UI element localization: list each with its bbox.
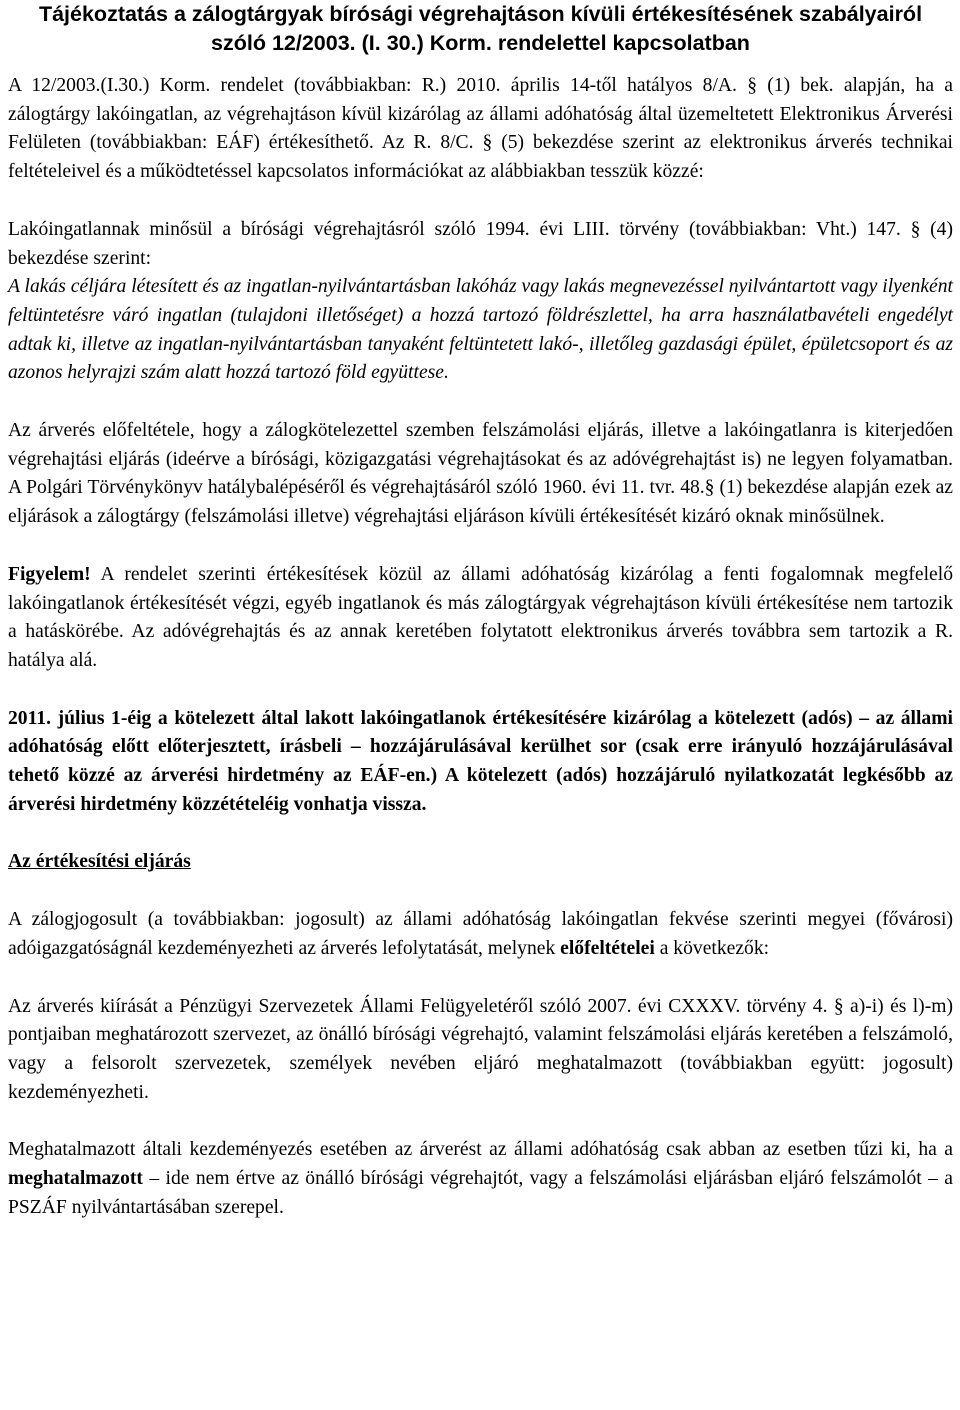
proxy-text-1: Meghatalmazott általi kezdeményezés esetében az árverést az állami adóhatóság csak abban az esetben tűzi ki, ha a bbox=[8, 1139, 953, 1161]
definition-quote: A lakás céljára létesített és az ingatlan-nyilvántartásban lakóház vagy lakás megnevezéssel nyilvántartott vagy ilyenként feltüntetésre váró ingatlan (tulajdoni illetőséget) a hozzá tartozó földrészlettel, ha arra használatbavételi engedélyt adtak ki, illetve az ingatlan-nyilvántartásban tanyaként feltüntetett lakó-, illetőleg gazdasági épület, épületcsoport és az azonos helyrajzi szám alatt hozzá tartozó föld együttese. bbox=[8, 276, 953, 384]
warning-label: Figyelem! bbox=[8, 563, 91, 585]
procedure-text-1: A zálogjogosult (a továbbiakban: jogosult) az állami adóhatóság lakóingatlan fekvése szerinti megyei (fővárosi) adóigazgatóságnál kezdeményezheti az árverés lefolytatását, melynek bbox=[8, 909, 953, 959]
section-heading: Az értékesítési eljárás bbox=[8, 851, 191, 873]
proxy-text-2: – ide nem értve az önálló bírósági végrehajtót, vagy a felszámolási eljárásban eljáró felszámolót – a PSZÁF nyilvántartásában szerepel. bbox=[8, 1168, 953, 1218]
notice-paragraph: 2011. július 1-éig a kötelezett által lakott lakóingatlanok értékesítésére kizárólag a kötelezett (adós) – az állami adóhatóság előtt előterjesztett, írásbeli – hozzájárulásával kerülhet sor (csak erre irányuló hozzájárulásával tehető közzé az árverési hirdetmény az EÁF-en.) A kötelezett (adós) hozzájáruló nyilatkozatát legkésőbb az árverési hirdetmény közzétételéig vonhatja vissza. bbox=[8, 707, 953, 815]
warning-text: A rendelet szerinti értékesítések közül az állami adóhatóság kizárólag a fenti fogalomnak megfelelő lakóingatlanok értékesítését végzi, egyéb ingatlanok és más zálogtárgyak végrehajtáson kívüli értékesítése nem tartozik a hatáskörébe. Az adóvégrehajtás és az annak keretében folytatott elektronikus árverés továbbra sem tartozik a R. hatálya alá. bbox=[8, 563, 953, 671]
procedure-bold: előfeltételei bbox=[560, 937, 655, 959]
procedure-text-2: a következők: bbox=[654, 937, 770, 959]
title-line-1: Tájékoztatás a zálogtárgyak bírósági végrehajtáson kívüli értékesítésének szabályairól bbox=[38, 2, 923, 26]
title-line-2: szóló 12/2003. (I. 30.) Korm. rendelettel kapcsolatban bbox=[211, 31, 750, 55]
precondition-paragraph: Az árverés előfeltétele, hogy a zálogkötelezettel szemben felszámolási eljárás, illetve a lakóingatlanra is kiterjedően végrehajtási eljárás (ideérve a bírósági, közigazgatási végrehajtásokat és az adóvégrehajtást is) ne legyen folyamatban. A Polgári Törvénykönyv hatálybalépéséről és végrehajtásáról szóló 1960. évi 11. tvr. 48.§ (1) bekezdése alapján ezek az eljárások a zálogtárgy (felszámolási illetve) végrehajtási eljáráson kívüli értékesítését kizáró oknak minősülnek. bbox=[8, 420, 953, 528]
document-title bbox=[8, 0, 953, 58]
definition-lead: Lakóingatlannak minősül a bírósági végrehajtásról szóló 1994. évi LIII. törvény (továbbiakban: Vht.) 147. § (4) bekezdése szerint: bbox=[8, 218, 953, 269]
initiators-paragraph: Az árverés kiírását a Pénzügyi Szervezetek Állami Felügyeletéről szóló 2007. évi CXXXV. törvény 4. § a)-i) és l)-m) pontjaiban meghatározott szervezet, az önálló bírósági végrehajtó, valamint felszámolási eljárás keretében a felszámoló, vagy a felsorolt szervezetek, személyek nevében eljáró meghatalmazott (továbbiakban együtt: jogosult) kezdeményezheti. bbox=[8, 995, 953, 1103]
intro-paragraph: A 12/2003.(I.30.) Korm. rendelet (továbbiakban: R.) 2010. április 14-től hatályos 8/A. § (1) bek. alapján, ha a zálogtárgy lakóingatlan, az végrehajtáson kívül kizárólag az állami adóhatóság által üzemeltetett Elektronikus Árverési Felületen (továbbiakban: EÁF) értékesíthető. Az R. 8/C. § (5) bekezdése szerint az elektronikus árverés technikai feltételeivel és a működtetéssel kapcsolatos információkat az alábbiakban tesszük közzé: bbox=[8, 75, 953, 183]
warning-paragraph bbox=[8, 561, 953, 676]
proxy-paragraph bbox=[8, 1136, 953, 1222]
proxy-bold: meghatalmazott bbox=[8, 1168, 143, 1190]
procedure-paragraph bbox=[8, 906, 953, 963]
